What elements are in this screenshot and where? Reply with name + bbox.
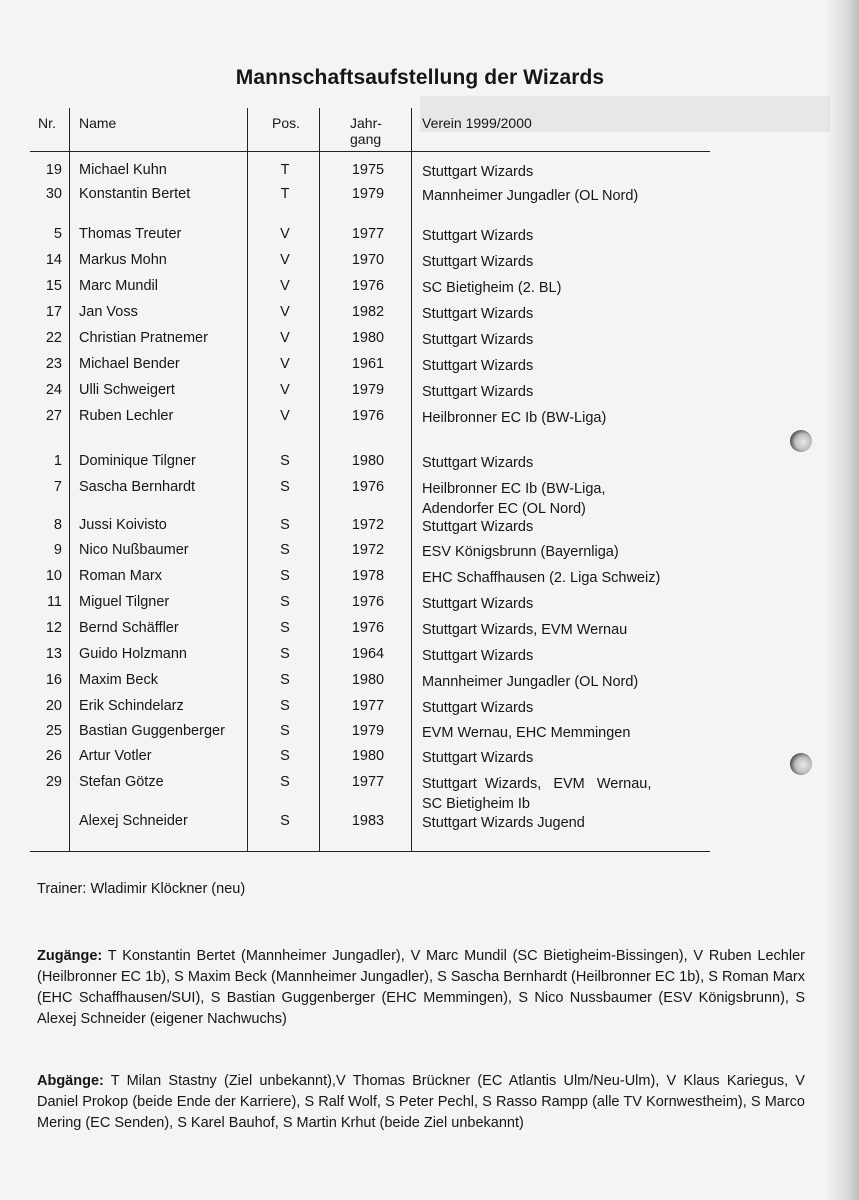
table-bottom-rule <box>30 851 710 852</box>
zugaenge-text: T Konstantin Bertet (Mannheimer Jungadler), V Marc Mundil (SC Bietigheim-Bissingen), V Ruben Lechler (Heilbronner EC 1b), S Maxim Beck (Mannheimer Jungadler), S Sascha Bernhardt (Heilbronner EC 1b), S Roman Marx (EHC Schaffhausen/SUI), S Bastian Guggenberger (EHC Memmingen), S Nico Nussbaumer (ESV Königsbrunn), S Alexej Schneider (eigener Nachwuchs) <box>37 948 805 1027</box>
header-club: Verein 1999/2000 <box>422 115 532 131</box>
zugaenge-label: Zugänge: <box>37 948 103 964</box>
abgaenge-label: Abgänge: <box>37 1073 104 1089</box>
table-divider-nr <box>69 108 70 851</box>
page-edge-shadow <box>825 0 859 1200</box>
table-divider-year <box>411 108 412 851</box>
page-title: Mannschaftsaufstellung der Wizards <box>235 66 605 89</box>
header-nr: Nr. <box>38 115 56 131</box>
table-divider-pos <box>319 108 320 851</box>
table-divider-name <box>247 108 248 851</box>
trainer-line: Trainer: Wladimir Klöckner (neu) <box>37 881 246 897</box>
header-pos: Pos. <box>272 115 301 131</box>
header-year-line1: Jahr- <box>350 115 382 131</box>
abgaenge-text: T Milan Stastny (Ziel unbekannt),V Thomas Brückner (EC Atlantis Ulm/Neu-Ulm), V Klaus Kariegus, V Daniel Prokop (beide Ende der Karriere), S Ralf Wolf, S Peter Pechl, S Rasso Rampp (alle TV Kornwestheim), S Marco Mering (EC Senden), S Karel Bauhof, S Martin Krhut (beide Ziel unbekannt) <box>37 1073 805 1131</box>
header-year-line2: gang <box>350 131 382 147</box>
punch-hole-icon <box>790 753 812 775</box>
punch-hole-icon <box>790 430 812 452</box>
zugaenge-paragraph <box>37 946 805 1030</box>
table-header-rule <box>30 151 710 152</box>
header-name: Name <box>79 115 117 131</box>
abgaenge-paragraph <box>37 1071 805 1134</box>
header-year <box>350 115 382 147</box>
